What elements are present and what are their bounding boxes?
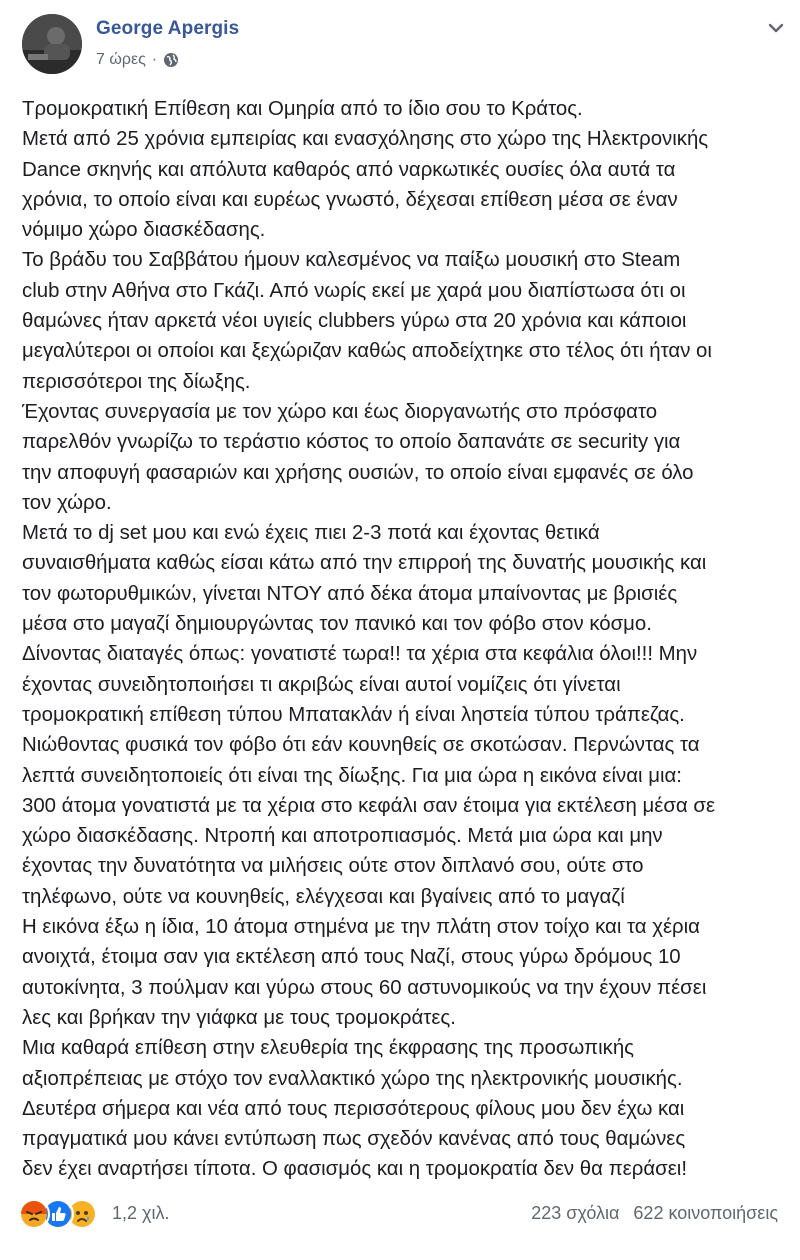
post-text-line: νόμιμο χώρο διασκέδασης. xyxy=(22,219,266,242)
post-text-line: έχοντας την δυνατότητα να μιλήσεις ούτε στον διπλανό σου, ούτε στο xyxy=(22,855,644,878)
reactions[interactable] xyxy=(18,1198,90,1230)
post-text-line: Νιώθοντας φυσικά τον φόβο ότι εάν κουνηθείς σε σκοτώσαν. Περνώντας τα xyxy=(22,734,700,757)
avatar[interactable] xyxy=(22,14,82,74)
post-text-line: δεν έχει αναρτήσει τίποτα. Ο φασισμός και η τρομοκρατία δεν θα περάσει! xyxy=(22,1158,687,1181)
post-text-line: τηλέφωνο, ούτε να κουνηθείς, ελέγχεσαι και βγαίνεις από το μαγαζί xyxy=(22,885,625,908)
post-text-line: 300 άτομα γονατιστά με τα χέρια στο κεφάλι σαν έτοιμα για εκτέλεση μέσα σε xyxy=(22,794,716,817)
post-text-line: λες και βρήκαν την γιάφκα με τους τρομοκράτες. xyxy=(22,1006,456,1029)
post-text-line: περισσότεροι της δίωξης. xyxy=(22,370,251,393)
post-text-line: τρομοκρατική επίθεση τύπου Μπατακλάν ή είναι ληστεία τύπου τράπεζας. xyxy=(22,703,685,726)
post-footer xyxy=(0,1190,800,1240)
post-text-line: αυτοκίνητα, 3 πούλμαν και γύρω στους 60 αστυνομικούς να την έχουν πέσει xyxy=(22,976,707,999)
post-text-line: Dance σκηνής και απόλυτα καθαρός από ναρκωτικές ουσίες όλα αυτά τα xyxy=(22,158,676,181)
post-text-line: Δευτέρα σήμερα και νέα από τους περισσότερους φίλους μου δεν έχω και xyxy=(22,1097,685,1120)
post-time[interactable]: 7 ώρες xyxy=(96,51,146,68)
post-text-line: τον χώρο. xyxy=(22,491,112,514)
post-text-line: Δίνοντας διαταγές όπως: γονατιστέ τωρα!! τα χέρια στα κεφάλια όλοι!!! Μην xyxy=(22,643,698,666)
post-text-line: Μετά το dj set μου και ενώ έχεις πιει 2-3 ποτά και έχοντας θετικά xyxy=(22,522,600,545)
engagement-stats xyxy=(531,1203,778,1224)
post-text-line: μέσα στο μαγαζί δημιουργώντας τον πανικό και τον φόβο στον κόσμο. xyxy=(22,613,652,636)
post-header xyxy=(0,0,800,90)
author-name[interactable]: George Apergis xyxy=(96,18,240,39)
post-meta xyxy=(96,50,179,70)
post-text-line: λεπτά συνειδητοποιείς ότι είναι της δίωξης. Για μια ώρα η εικόνα είναι μια: xyxy=(22,764,682,787)
post-text-line: την αποφυγή φασαριών και χρήσης ουσιών, το οποίο είναι εμφανές σε όλο xyxy=(22,461,694,484)
post-text-line: πραγματικά μου κάνει εντύπωση πως σχεδόν κανένας από τους θαμώνες xyxy=(22,1128,686,1151)
avatar-photo xyxy=(22,14,82,74)
angry-reaction-icon[interactable] xyxy=(18,1198,50,1230)
post-text-line: Έχοντας συνεργασία με τον χώρο και έως διοργανωτής στο πρόσφατο xyxy=(22,400,658,423)
post-text-line: έχοντας συνειδητοποιήσει τι ακριβώς είναι αυτοί νομίζεις ότι γίνεται xyxy=(22,673,621,696)
share-count[interactable]: 622 κοινοποιήσεις xyxy=(633,1203,778,1223)
post-text-line: θαμώνες ήταν αρκετά νέοι υγιείς clubbers γύρω στα 20 χρόνια και κάποιοι xyxy=(22,310,687,333)
post-text-line: Τρομοκρατική Επίθεση και Ομηρία από το ίδιο σου το Κράτος. xyxy=(22,98,583,120)
post-text-line: χρόνια, το οποίο είναι και ευρέως γνωστό, δέχεσαι επίθεση μέσα σε έναν xyxy=(22,188,678,211)
post-text-line: Το βράδυ του Σαββάτου ήμουν καλεσμένος να παίξω μουσική στο Steam xyxy=(22,249,681,272)
post-text-line: τον φωτορυθμικών, γίνεται ΝΤΟΥ από δέκα άτομα μπαίνοντας με βρισιές xyxy=(22,582,678,605)
post-text-line: Μια καθαρά επίθεση στην ελευθερία της έκφρασης της προσωπικής xyxy=(22,1037,634,1060)
post-text-line: συναισθήματα καθώς είσαι κάτω από την επιρροή της δυνατής μουσικής και xyxy=(22,552,707,575)
post-text-line: παρελθόν γνωρίζω το τεράστιο κόστος το οποίο δαπανάτε σε security για xyxy=(22,431,681,454)
post-text-line: ανοιχτά, έτοιμα σαν για εκτέλεση από τους Ναζί, στους γύρω δρόμους 10 xyxy=(22,946,681,969)
globe-icon[interactable] xyxy=(163,52,179,68)
post-body xyxy=(22,94,782,1185)
comment-count[interactable]: 223 σχόλια xyxy=(531,1203,620,1223)
post-text-line: club στην Αθήνα στο Γκάζι. Από νωρίς εκεί με χαρά μου διαπίστωσα ότι οι xyxy=(22,279,686,302)
post-text-line: Η εικόνα έξω η ίδια, 10 άτομα στημένα με την πλάτη στον τοίχο και τα χέρια xyxy=(22,916,700,939)
post-text-line: Μετά από 25 χρόνια εμπειρίας και ενασχόλησης στο χώρο της Ηλεκτρονικής xyxy=(22,128,709,151)
post-text-line: αξιοπρέπειας με στόχο τον εναλλακτικό χώρο της ηλεκτρονικής μουσικής. xyxy=(22,1067,683,1090)
post-text-line: μεγαλύτεροι οι οποίοι και ξεχώριζαν καθώς αποδείχτηκε στο τέλος ότι ήταν οι xyxy=(22,340,712,363)
reaction-count[interactable]: 1,2 χιλ. xyxy=(112,1203,170,1223)
post-text-line: χώρο διασκέδασης. Ντροπή και αποτροπιασμός. Μετά μια ώρα και μην xyxy=(22,825,663,848)
chevron-down-icon[interactable] xyxy=(764,16,788,40)
meta-separator: · xyxy=(151,51,158,68)
